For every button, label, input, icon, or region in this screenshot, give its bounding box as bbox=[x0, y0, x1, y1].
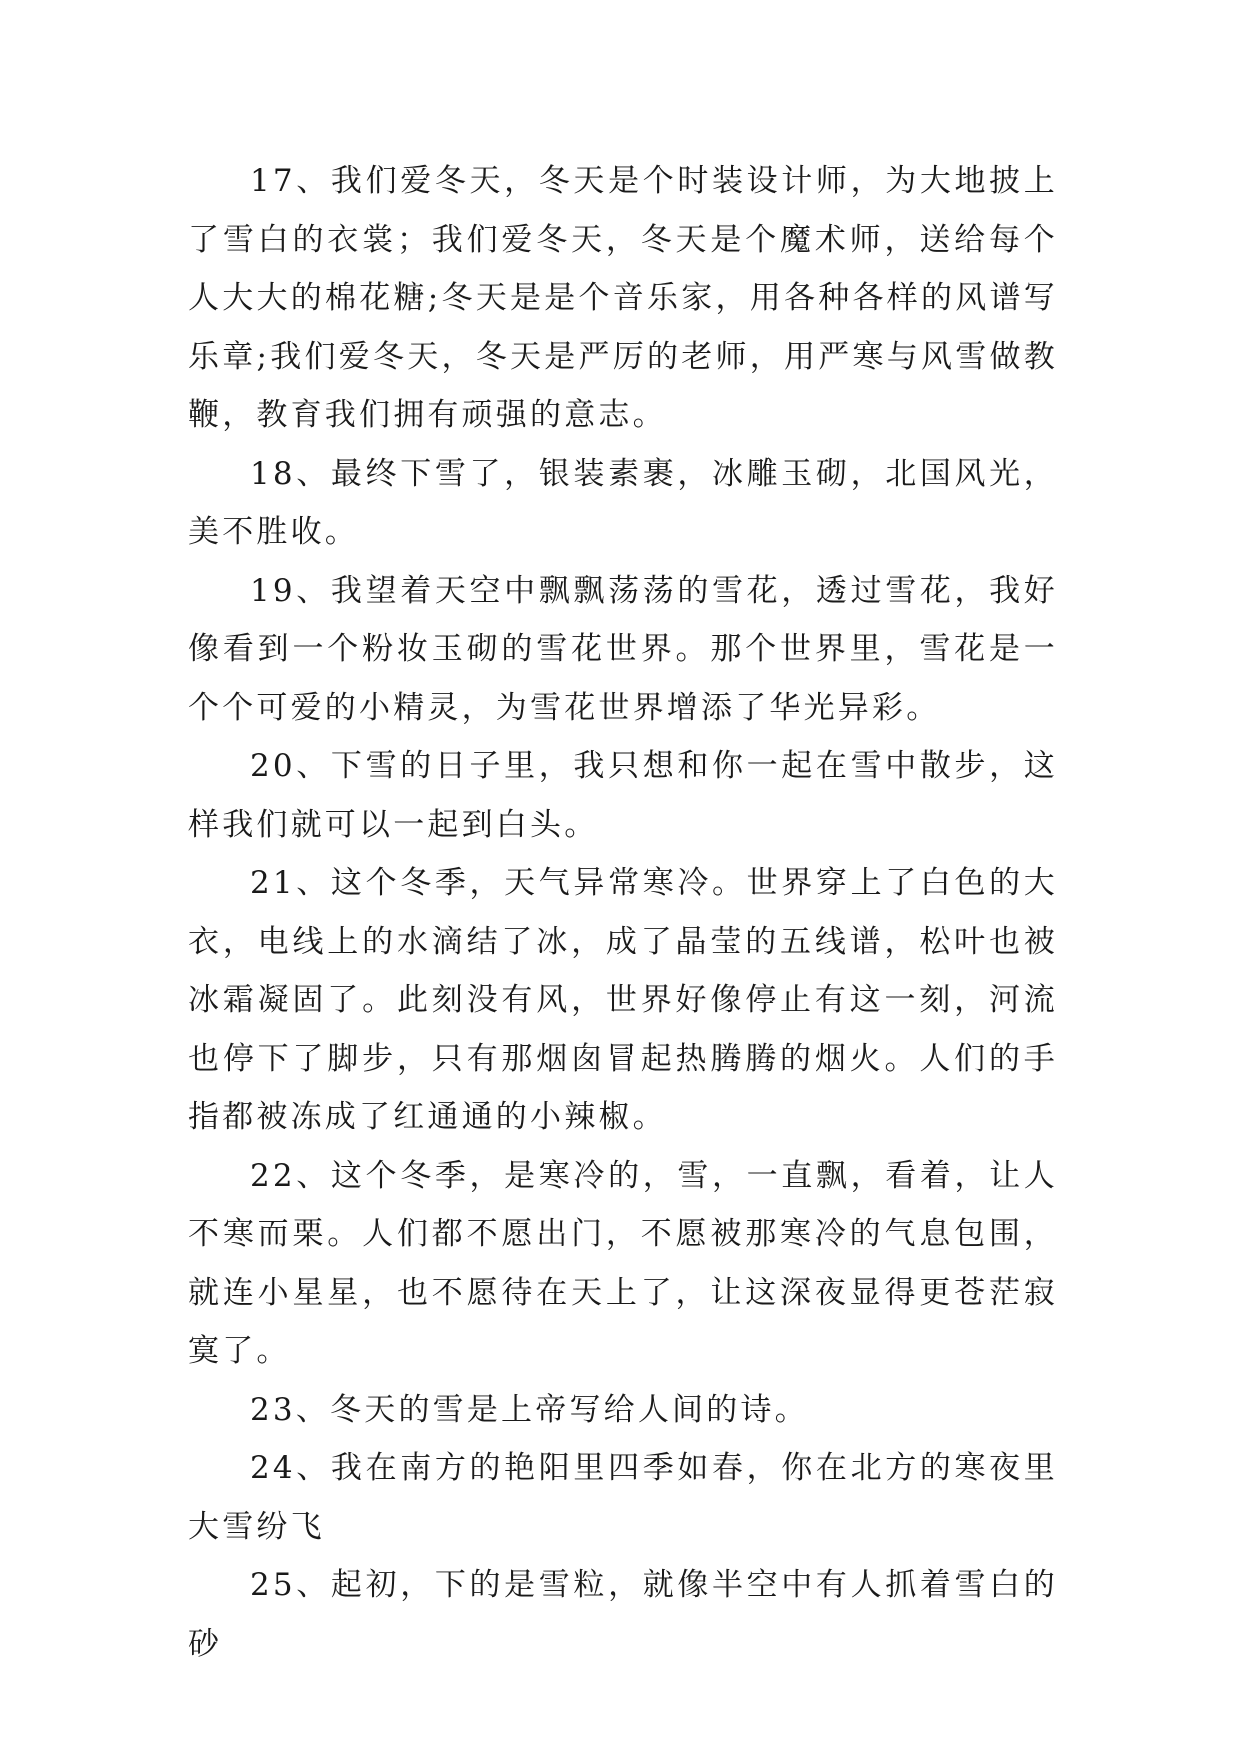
paragraph-19: 19、我望着天空中飘飘荡荡的雪花，透过雪花，我好像看到一个粉妆玉砌的雪花世界。那个世界里，雪花是一个个可爱的小精灵，为雪花世界增添了华光异彩。 bbox=[188, 572, 1058, 726]
paragraph-17: 17、我们爱冬天，冬天是个时装设计师，为大地披上了雪白的衣裳；我们爱冬天，冬天是个魔术师，送给每个人大大的棉花糖;冬天是是个音乐家，用各种各样的风谱写乐章;我们爱冬天，冬天是严厉的老师，用严寒与风雪做教鞭，教育我们拥有顽强的意志。 bbox=[188, 163, 1058, 433]
paragraph-18: 18、最终下雪了，银装素裹，冰雕玉砌，北国风光，美不胜收。 bbox=[188, 455, 1058, 550]
paragraph-25: 25、起初，下的是雪粒，就像半空中有人抓着雪白的砂 bbox=[188, 1567, 1058, 1662]
paragraph-21: 21、这个冬季，天气异常寒冷。世界穿上了白色的大衣，电线上的水滴结了冰，成了晶莹的五线谱，松叶也被冰霜凝固了。此刻没有风，世界好像停止有这一刻，河流也停下了脚步，只有那烟囱冒起热腾腾的烟火。人们的手指都被冻成了红通通的小辣椒。 bbox=[188, 865, 1058, 1135]
paragraph-24: 24、我在南方的艳阳里四季如春，你在北方的寒夜里大雪纷飞 bbox=[188, 1450, 1058, 1545]
document-body bbox=[188, 152, 1058, 1673]
paragraph-20: 20、下雪的日子里，我只想和你一起在雪中散步，这样我们就可以一起到白头。 bbox=[188, 748, 1058, 843]
paragraph-22: 22、这个冬季，是寒冷的，雪，一直飘，看着，让人不寒而栗。人们都不愿出门，不愿被那寒冷的气息包围，就连小星星，也不愿待在天上了，让这深夜显得更苍茫寂寞了。 bbox=[188, 1157, 1058, 1369]
paragraph-23: 23、冬天的雪是上帝写给人间的诗。 bbox=[250, 1391, 809, 1428]
